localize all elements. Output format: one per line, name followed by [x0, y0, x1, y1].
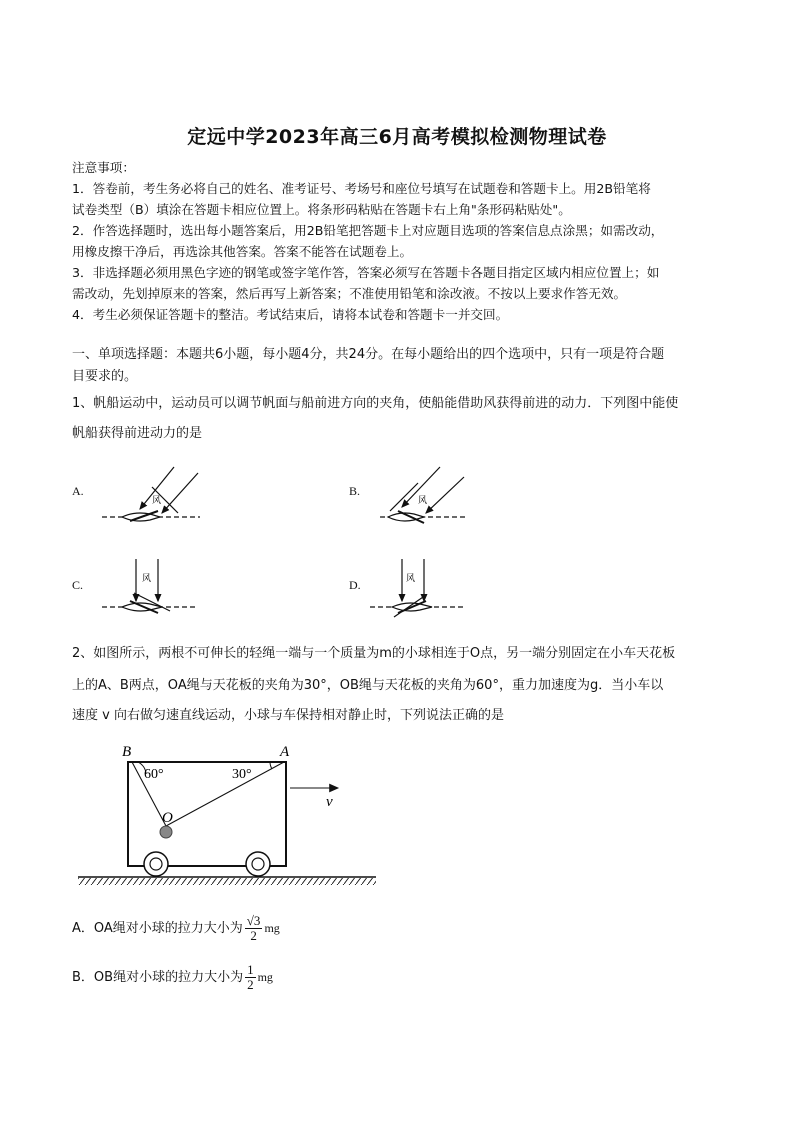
notice-line-6: 需改动，先划掉原来的答案，然后再写上新答案；不准使用铅笔和涂改液。不按以上要求作答无效。 [72, 286, 627, 301]
q1-stem-line-1: 1、帆船运动中，运动员可以调节帆面与船前进方向的夹角，使船能借助风获得前进的动力．下列图中能使 [72, 396, 679, 411]
notice-line-7: 4．考生必须保证答题卡的整洁。考试结束后，请将本试卷和答题卡一并交回。 [72, 307, 509, 322]
section-heading-line-1: 一、单项选择题：本题共6小题，每小题4分，共24分。在每小题给出的四个选项中，只有一项是符合题 [72, 347, 665, 362]
wind-label-b: 风 [418, 496, 428, 506]
angle-60-label: 60° [144, 767, 164, 782]
notice-line-2: 试卷类型（B）填涂在答题卡相应位置上。将条形码粘贴在答题卡右上角"条形码粘贴处"。 [72, 202, 571, 217]
notice-line-1: 1．答卷前，考生务必将自己的姓名、准考证号、考场号和座位号填写在试题卷和答题卡上。用2B铅笔将 [72, 181, 651, 196]
notice-line-5: 3．非选择题必须用黑色字迹的钢笔或签字笔作答，答案必须写在答题卡各题目指定区域内相应位置上；如 [72, 265, 660, 280]
q2-option-a: A．OA绳对小球的拉力大小为 $\frac{√3}{2}$ mg [72, 913, 280, 943]
angle-30-label: 30° [232, 767, 252, 782]
sailboat-figure-b [378, 465, 470, 535]
fraction-1-over-2: $\frac{1}{2}$ [247, 962, 254, 992]
q1-option-c-label: C. [72, 578, 84, 592]
q2-stem-line-3: 速度 v 向右做匀速直线运动，小球与车保持相对静止时，下列说法正确的是 [72, 708, 504, 723]
q1-stem-line-2: 帆船获得前进动力的是 [72, 426, 203, 441]
q2-option-b: B．OB绳对小球的拉力大小为 $\frac{1}{2}$ mg [72, 962, 273, 992]
notice-line-3: 2．作答选择题时，选出每小题答案后，用2B铅笔把答题卡上对应题目选项的答案信息点涂黑；如需改动， [72, 223, 664, 238]
sailboat-figure-d [368, 555, 468, 625]
notice-line-4: 用橡皮擦干净后，再选涂其他答案。答案不能答在试题卷上。 [72, 244, 413, 259]
q1-option-d-label: D. [349, 578, 361, 592]
fraction-sqrt3-over-2: $\frac{√3}{2}$ [246, 913, 261, 943]
q2-stem-line-1: 2、如图所示，两根不可伸长的轻绳一端与一个质量为m的小球相连于O点，另一端分别固定在小车天花板 [72, 646, 676, 661]
q2-option-a-text: A．OA绳对小球的拉力大小为 [72, 921, 243, 936]
q2-stem-line-2: 上的A、B两点，OA绳与天花板的夹角为30°，OB绳与天花板的夹角为60°，重力加速度为g．当小车以 [72, 678, 664, 693]
sailboat-figure-c [100, 555, 200, 625]
section-heading-line-2: 目要求的。 [72, 369, 138, 384]
wind-label-c: 风 [142, 574, 152, 584]
notice-heading: 注意事项： [72, 160, 135, 175]
label-v: v [326, 794, 333, 810]
wind-label-d: 风 [406, 574, 416, 584]
label-a: A [280, 744, 290, 760]
wind-label-a: 风 [152, 496, 162, 506]
label-b: B [122, 744, 132, 760]
q2-option-b-text: B．OB绳对小球的拉力大小为 [72, 970, 244, 985]
label-o: O [162, 810, 173, 826]
q1-option-b-label: B. [349, 484, 361, 498]
q1-option-a-label: A. [72, 484, 84, 498]
cart-figure [74, 740, 384, 890]
sailboat-figure-a [100, 465, 210, 535]
exam-title: 定远中学2023年高三6月高考模拟检测物理试卷 [187, 126, 607, 148]
